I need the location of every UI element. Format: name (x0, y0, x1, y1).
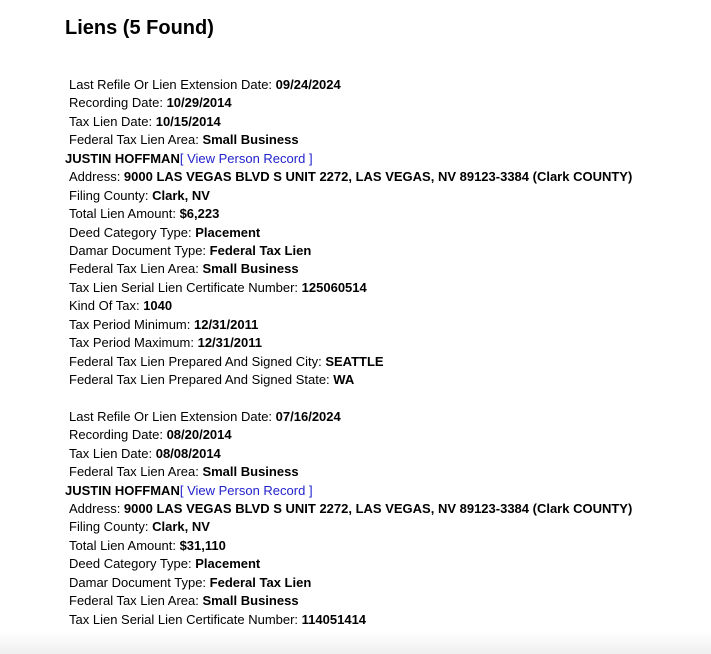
lien-field-row (65, 574, 705, 592)
lien-field-row (65, 168, 705, 186)
debtor-name: JUSTIN HOFFMAN (65, 150, 180, 166)
field-value: Federal Tax Lien (209, 574, 312, 590)
field-value: $31,110 (179, 537, 226, 553)
lien-field-row (65, 224, 705, 242)
field-value: 125060514 (301, 279, 367, 295)
field-value: $6,223 (179, 206, 220, 222)
field-value: 07/16/2024 (275, 408, 341, 424)
lien-field-row (65, 518, 705, 536)
field-label: Tax Lien Date: (69, 445, 156, 461)
lien-field-row (65, 297, 705, 315)
debtor-row (65, 482, 705, 500)
lien-field-row (65, 205, 705, 223)
lien-field-row (65, 463, 705, 481)
lien-field-row (65, 537, 705, 555)
field-label: Damar Document Type: (69, 574, 210, 590)
field-value: 08/08/2014 (155, 445, 221, 461)
lien-field-row (65, 76, 705, 94)
field-label: Total Lien Amount: (69, 537, 180, 553)
field-value: Clark, NV (152, 187, 210, 203)
field-value: 08/20/2014 (166, 427, 232, 443)
field-label: Tax Period Minimum: (69, 316, 194, 332)
view-person-record-link[interactable]: [ View Person Record ] (179, 482, 313, 498)
lien-field-row (65, 334, 705, 352)
field-label: Last Refile Or Lien Extension Date: (69, 77, 276, 92)
field-label: Address: (69, 169, 124, 185)
field-label: Federal Tax Lien Area: (69, 464, 203, 480)
field-value: Small Business (202, 132, 299, 148)
field-label: Federal Tax Lien Area: (69, 132, 203, 148)
lien-field-row (65, 316, 705, 334)
lien-list (65, 76, 705, 647)
field-value: Small Business (202, 261, 299, 277)
lien-field-row (65, 500, 705, 518)
field-label: Total Lien Amount: (69, 206, 180, 222)
bottom-fade-overlay (0, 632, 711, 654)
field-label: Filing County: (69, 519, 153, 535)
field-label: Tax Lien Date: (69, 113, 156, 129)
field-value: 09/24/2024 (275, 77, 341, 92)
lien-field-row (65, 187, 705, 205)
field-value: SEATTLE (325, 353, 384, 369)
lien-field-row (65, 353, 705, 371)
field-label: Address: (69, 501, 124, 517)
field-value: 12/31/2011 (193, 316, 259, 332)
field-label: Deed Category Type: (69, 556, 196, 572)
field-label: Damar Document Type: (69, 242, 210, 258)
lien-record (65, 408, 705, 629)
view-person-record-link[interactable]: [ View Person Record ] (179, 150, 313, 166)
field-value: 10/15/2014 (155, 113, 221, 129)
field-value: 9000 LAS VEGAS BLVD S UNIT 2272, LAS VEGAS, NV 89123-3384 (Clark COUNTY) (123, 501, 633, 517)
field-value: WA (333, 372, 355, 387)
lien-field-row (65, 555, 705, 573)
field-label: Federal Tax Lien Area: (69, 261, 203, 277)
field-value: Clark, NV (152, 519, 210, 535)
lien-field-row (65, 242, 705, 260)
lien-field-row (65, 260, 705, 278)
lien-field-row (65, 94, 705, 112)
field-label: Recording Date: (69, 427, 167, 443)
field-label: Tax Lien Serial Lien Certificate Number: (69, 279, 302, 295)
debtor-name: JUSTIN HOFFMAN (65, 482, 180, 498)
lien-field-row (65, 408, 705, 426)
field-label: Recording Date: (69, 95, 167, 111)
field-label: Deed Category Type: (69, 224, 196, 240)
field-label: Federal Tax Lien Prepared And Signed City: (69, 353, 326, 369)
field-value: 1040 (143, 298, 173, 314)
field-value: Small Business (202, 464, 299, 480)
field-value: Small Business (202, 593, 299, 609)
field-label: Tax Period Maximum: (69, 335, 198, 351)
page-title: Liens (5 Found) (65, 17, 214, 39)
lien-record (65, 76, 705, 389)
debtor-row (65, 150, 705, 168)
lien-field-row (65, 611, 705, 629)
lien-field-row (65, 131, 705, 149)
field-label: Filing County: (69, 187, 153, 203)
field-label: Tax Lien Serial Lien Certificate Number: (69, 611, 302, 627)
lien-field-row (65, 592, 705, 610)
field-value: 114051414 (301, 611, 367, 627)
field-label: Federal Tax Lien Prepared And Signed State: (69, 372, 334, 387)
lien-field-row (65, 113, 705, 131)
lien-field-row (65, 445, 705, 463)
field-value: 12/31/2011 (197, 335, 262, 351)
field-label: Last Refile Or Lien Extension Date: (69, 408, 276, 424)
field-value: 9000 LAS VEGAS BLVD S UNIT 2272, LAS VEGAS, NV 89123-3384 (Clark COUNTY) (123, 169, 633, 185)
field-value: Placement (195, 224, 261, 240)
lien-field-row (65, 371, 705, 389)
field-value: Placement (195, 556, 261, 572)
field-label: Kind Of Tax: (69, 298, 144, 314)
field-label: Federal Tax Lien Area: (69, 593, 203, 609)
lien-field-row (65, 279, 705, 297)
field-value: 10/29/2014 (166, 95, 232, 111)
lien-field-row (65, 426, 705, 444)
field-value: Federal Tax Lien (209, 242, 312, 258)
